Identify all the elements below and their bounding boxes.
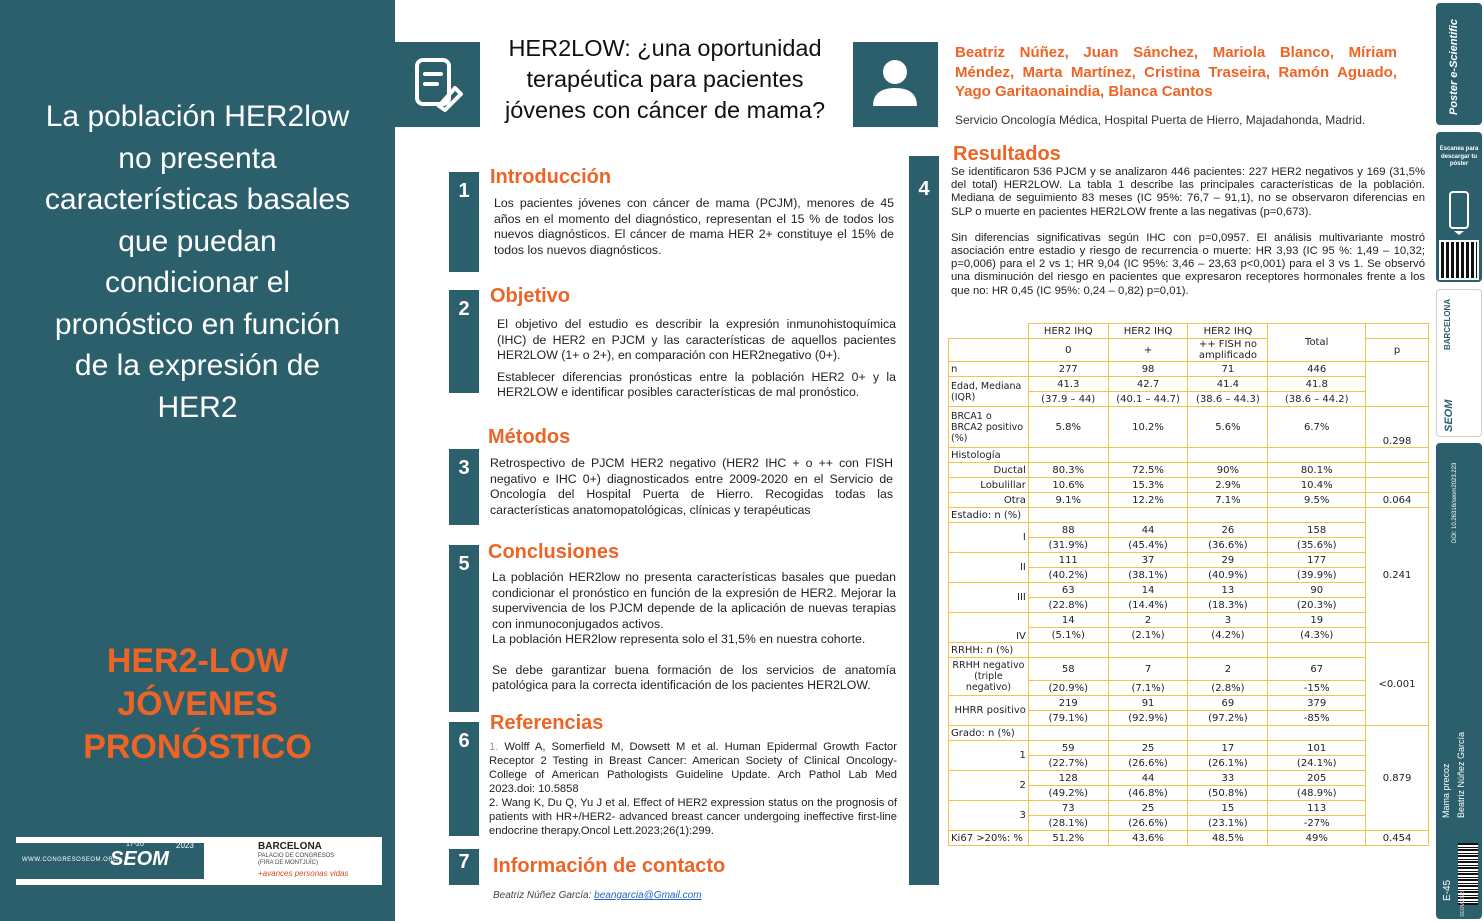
table-row xyxy=(949,831,1429,846)
table-cell: 12.2% xyxy=(1108,493,1188,508)
table-header-cell: ++ FISH no amplificado xyxy=(1188,339,1268,362)
results-table xyxy=(948,323,1429,846)
table-row-label: III xyxy=(949,583,1029,613)
authors: Beatriz Núñez, Juan Sánchez, Mariola Blanco, Míriam Méndez, Marta Martínez, Cristina Traseira, Ramón Aguado, Yago Garitaonaindia, Blanca Cantos xyxy=(955,44,1397,100)
table-cell: 9.1% xyxy=(1028,493,1108,508)
congress-tab-city: BARCELONA xyxy=(1443,298,1452,350)
table-cell: (39.9%) xyxy=(1268,568,1366,583)
table-row xyxy=(949,508,1429,523)
keyword: HER2-LOW xyxy=(106,642,289,680)
banner-venue xyxy=(258,853,358,867)
table-header-cell: HER2 IHQ xyxy=(1028,324,1108,339)
table-cell: (97.2%) xyxy=(1188,711,1268,726)
table-header-cell: 0 xyxy=(1028,339,1108,362)
table-cell: (31.9%) xyxy=(1028,538,1108,553)
doi-text: DOI: 10.26316/seom2023.223 xyxy=(1452,462,1458,543)
table-row-label: Lobulillar xyxy=(949,478,1029,493)
section-number: 1 xyxy=(449,172,479,272)
qr-code-icon[interactable] xyxy=(1439,240,1479,280)
introduccion-text: Los pacientes jóvenes con cáncer de mama (PCJM), menores de 45 años en el momento del diagnóstico, representan el 15 % de todos los nuevos diagnósticos. El cáncer de mama HER 2+ constituye el 15% de todos los nuevos diagnósticos. xyxy=(494,196,894,257)
table-cell: 91 xyxy=(1108,696,1188,711)
banner-dark-area xyxy=(16,843,204,879)
table-header-cell: Total xyxy=(1268,324,1366,362)
table-cell: (92.9%) xyxy=(1108,711,1188,726)
table-cell: 10.4% xyxy=(1268,478,1366,493)
table-cell: 33 xyxy=(1188,771,1268,786)
table-cell: 10.6% xyxy=(1028,478,1108,493)
banner-city: BARCELONA xyxy=(258,841,322,852)
table-header-cell: p xyxy=(1366,339,1429,362)
table-row xyxy=(949,643,1429,658)
author-text: Beatriz Núñez García xyxy=(1456,731,1466,818)
table-cell: 9.5% xyxy=(1268,493,1366,508)
poster-brand-tab xyxy=(1436,3,1482,125)
table-cell: 41.8 xyxy=(1268,377,1366,392)
table-cell: (22.8%) xyxy=(1028,598,1108,613)
table-cell: 80.3% xyxy=(1028,463,1108,478)
table-cell: 7 xyxy=(1108,658,1188,681)
table-cell: 72.5% xyxy=(1108,463,1188,478)
table-header-cell: HER2 IHQ xyxy=(1108,324,1188,339)
table-cell: 15.3% xyxy=(1108,478,1188,493)
table-cell: 88 xyxy=(1028,523,1108,538)
congress-tab xyxy=(1436,289,1482,437)
table-cell: 5.6% xyxy=(1188,407,1268,448)
table-cell: 44 xyxy=(1108,771,1188,786)
table-cell: (38.6 – 44.3) xyxy=(1188,392,1268,407)
poster-code: E-45 xyxy=(1442,879,1453,901)
metodos-text: Retrospectivo de PJCM HER2 negativo (HER2 IHC + o ++ con FISH negativo e IHC 0+) diagnosticados entre 2009-2020 en el Servicio de Oncología del Hospital Puerta de Hierro. Recogidas todas las características anatomopatológicas, clínicas y terapéuticas xyxy=(490,456,893,517)
table-cell: 5.8% xyxy=(1028,407,1108,448)
table-cell: 15 xyxy=(1188,801,1268,816)
table-empty-cell xyxy=(1366,324,1429,339)
table-cell: 26 xyxy=(1188,523,1268,538)
table-cell: (14.4%) xyxy=(1108,598,1188,613)
table-cell: 41.3 xyxy=(1028,377,1108,392)
table-row-label: Estadio: n (%) xyxy=(949,508,1029,523)
venue-line: (FIRA DE MONTJUÏC) xyxy=(258,860,318,866)
banner-dates: 17-20 xyxy=(126,841,144,848)
barcode-text: SEOM2023 xyxy=(1460,891,1466,917)
table-cell: 14 xyxy=(1028,613,1108,628)
table-cell: (36.6%) xyxy=(1188,538,1268,553)
section-number: 3 xyxy=(449,449,479,525)
table-cell: (20.3%) xyxy=(1268,598,1366,613)
table-cell: 2 xyxy=(1188,658,1268,681)
table-cell: 42.7 xyxy=(1108,377,1188,392)
table-cell: (7.1%) xyxy=(1108,681,1188,696)
objetivo-paragraph: El objetivo del estudio es describir la expresión inmunohistoquímica (IHC) de HER2 en PJCM y las características de aquellos pacientes HER2LOW (1+ o 2+), en comparación con HER2negativo (0+). xyxy=(497,317,896,362)
table-cell: 73 xyxy=(1028,801,1108,816)
table-cell: (26.1%) xyxy=(1188,756,1268,771)
table-row-label: BRCA1 o BRCA2 positivo (%) xyxy=(949,407,1029,448)
table-cell: 14 xyxy=(1108,583,1188,598)
table-cell: 111 xyxy=(1028,553,1108,568)
table-cell: (4.2%) xyxy=(1188,628,1268,643)
keyword: JÓVENES xyxy=(117,685,278,723)
objetivo-text xyxy=(497,317,896,407)
table-cell: -85% xyxy=(1268,711,1366,726)
banner-slogan: +avances personas vidas xyxy=(258,869,349,878)
table-cell: (24.1%) xyxy=(1268,756,1366,771)
table-cell: 128 xyxy=(1028,771,1108,786)
table-cell: 205 xyxy=(1268,771,1366,786)
poster-info-tab xyxy=(1436,443,1482,919)
banner-url: WWW.CONGRESOSEOM.ORG xyxy=(22,857,119,863)
referencias-text xyxy=(489,740,897,838)
table-cell: 25 xyxy=(1108,801,1188,816)
venue-line: PALACIO DE CONGRESOS xyxy=(258,853,335,859)
congress-tab-logo: SEOM xyxy=(1443,399,1455,432)
table-cell: (40.1 – 44.7) xyxy=(1108,392,1188,407)
brand-text: Poster e-Scientific xyxy=(1448,19,1460,115)
table-cell: (35.6%) xyxy=(1268,538,1366,553)
conclusiones-paragraph: La población HER2low representa solo el 31,5% en nuestra cohorte. xyxy=(492,632,866,646)
table-cell: -27% xyxy=(1268,816,1366,831)
table-row-label: II xyxy=(949,553,1029,583)
table-cell: 113 xyxy=(1268,801,1366,816)
table-cell: 277 xyxy=(1028,362,1108,377)
table-cell: (20.9%) xyxy=(1028,681,1108,696)
table-cell: 69 xyxy=(1188,696,1268,711)
section-title-objetivo: Objetivo xyxy=(490,285,571,307)
reference-number: 1. xyxy=(489,741,499,753)
section-title-conclusiones: Conclusiones xyxy=(488,541,620,563)
table-cell: 44 xyxy=(1108,523,1188,538)
table-row-label: 2 xyxy=(949,771,1029,801)
table-header-cell: + xyxy=(1108,339,1188,362)
resultados-paragraph: Se identificaron 536 PJCM y se analizaron 446 pacientes: 227 HER2 negativos y 169 (31,5% del total) HER2LOW. La tabla 1 describe las principales características de la población. Mediana de seguimiento 83 meses (IC 95%: 76,7 – 91,1), no se observaron diferencias en SLP o muerte en pacientes HER2LOW frente a las negativas (p=0,673). xyxy=(951,166,1425,218)
table-cell: (50.8%) xyxy=(1188,786,1268,801)
category-text: Mama precoz xyxy=(1441,763,1451,818)
table-cell: (38.6 – 44.2) xyxy=(1268,392,1366,407)
table-header-cell: HER2 IHQ xyxy=(1188,324,1268,339)
section-title-introduccion: Introducción xyxy=(490,166,612,188)
table-cell: (2.1%) xyxy=(1108,628,1188,643)
table-cell: 43.6% xyxy=(1108,831,1188,846)
table-p-cell: <0.001 xyxy=(1366,643,1429,726)
user-icon xyxy=(853,42,938,127)
table-header-row xyxy=(949,324,1429,339)
left-headline: La población HER2low no presenta características basales que puedan condicionar el pronóstico en función de la expresión de HER2 xyxy=(44,100,351,424)
contact-email-link[interactable]: beangarcia@Gmail.com xyxy=(594,890,702,901)
table-cell: -15% xyxy=(1268,681,1366,696)
table-cell: (26.6%) xyxy=(1108,756,1188,771)
table-cell: 3 xyxy=(1188,613,1268,628)
scan-tab[interactable] xyxy=(1436,132,1482,282)
section-title-contacto: Información de contacto xyxy=(493,855,726,877)
table-row-label: HHRR positivo xyxy=(949,696,1029,726)
table-row xyxy=(949,362,1429,377)
author-icon-box xyxy=(853,42,938,127)
table-row xyxy=(949,448,1429,463)
table-cell: 80.1% xyxy=(1268,463,1366,478)
table-cell: 49% xyxy=(1268,831,1366,846)
table-cell: 71 xyxy=(1188,362,1268,377)
table-empty-cell xyxy=(949,324,1029,339)
table-cell: (40.2%) xyxy=(1028,568,1108,583)
table-p-cell: 0.454 xyxy=(1366,831,1429,846)
table-row xyxy=(949,463,1429,478)
table-row-label: Ki67 >20%: % xyxy=(949,831,1029,846)
table-cell: 10.2% xyxy=(1108,407,1188,448)
table-cell: 17 xyxy=(1188,741,1268,756)
section-number: 2 xyxy=(449,290,479,393)
table-cell: 37 xyxy=(1108,553,1188,568)
table-row xyxy=(949,493,1429,508)
contact-line xyxy=(493,890,702,901)
table-row-label: n xyxy=(949,362,1029,377)
table-row-label: Grado: n (%) xyxy=(949,726,1029,741)
reference-item: 2. Wang K, Du Q, Yu J et al. Effect of HER2 expression status on the prognosis of patients with HR+/HER2- advanced breast cancer undergoing ineffective first-line endocrine therapy.Oncol Lett.2023;26(1):299. xyxy=(489,797,897,837)
section-title-referencias: Referencias xyxy=(490,712,604,734)
table-cell: 158 xyxy=(1268,523,1366,538)
affiliation: Servicio Oncología Médica, Hospital Puerta de Hierro, Majadahonda, Madrid. xyxy=(955,113,1366,127)
reference-item xyxy=(489,740,897,796)
table-row xyxy=(949,478,1429,493)
table-row-label: RRHH negativo (triple negativo) xyxy=(949,658,1029,696)
table-cell: (48.9%) xyxy=(1268,786,1366,801)
table-cell: (49.2%) xyxy=(1028,786,1108,801)
resultados-paragraph: Sin diferencias significativas según IHC con p=0,0957. El análisis multivariante mostró asociación entre estadio y riesgo de recurrencia o muerte: HR 3,93 (IC 95 %: 1,49 – 10,32; p=0,006) para el 2 vs 1; HR 9,04 (IC 95%: 3,46 – 23,63 p<0,001) para el 3 vs 1. Se observó una disminución del riesgo en pacientes que expresaron receptores hormonales frente a los que no: HR 0,45 (IC 95%: 0,24 – 0,82) p=0,01). xyxy=(951,231,1425,297)
table-row-label: 3 xyxy=(949,801,1029,831)
table-row-label: I xyxy=(949,523,1029,553)
table-row-label: RRHH: n (%) xyxy=(949,643,1029,658)
phone-icon xyxy=(1448,190,1470,236)
section-number: 6 xyxy=(449,722,479,836)
table-row-label: Edad, Mediana (IQR) xyxy=(949,377,1029,407)
table-cell: 219 xyxy=(1028,696,1108,711)
section-title-metodos: Métodos xyxy=(488,426,571,448)
seom-logo: SEOM xyxy=(110,848,169,870)
table-cell: (40.9%) xyxy=(1188,568,1268,583)
table-cell xyxy=(1366,362,1429,407)
table-cell: 98 xyxy=(1108,362,1188,377)
document-edit-icon xyxy=(395,42,480,127)
table-cell: 19 xyxy=(1268,613,1366,628)
table-cell: 41.4 xyxy=(1188,377,1268,392)
table-p-cell: 0.064 xyxy=(1366,493,1429,508)
table-cell: 6.7% xyxy=(1268,407,1366,448)
section-number: 7 xyxy=(449,849,479,885)
table-cell: (37.9 – 44) xyxy=(1028,392,1108,407)
keyword: PRONÓSTICO xyxy=(83,728,312,766)
table-cell: 2 xyxy=(1108,613,1188,628)
table-p-cell: 0.241 xyxy=(1366,508,1429,643)
table-cell: 63 xyxy=(1028,583,1108,598)
table-cell: 7.1% xyxy=(1188,493,1268,508)
table-row-label: Histología xyxy=(949,448,1029,463)
table-cell: 51.2% xyxy=(1028,831,1108,846)
table-cell: (28.1%) xyxy=(1028,816,1108,831)
table-cell: 2.9% xyxy=(1188,478,1268,493)
banner-year: 2023 xyxy=(176,841,194,850)
table-row-label: IV xyxy=(949,613,1029,643)
congress-banner xyxy=(16,837,382,885)
table-cell: (38.1%) xyxy=(1108,568,1188,583)
reference-text: Wolff A, Somerfield M, Dowsett M et al. Human Epidermal Growth Factor Receptor 2 Testing in Breast Cancer: American Society of Clinical Oncology-College of American Pathologists Guideline Update. Arch Pathol Lab Med 2023.doi: 10.5858 xyxy=(489,741,897,795)
table-row-label: 1 xyxy=(949,741,1029,771)
table-cell: 379 xyxy=(1268,696,1366,711)
table-cell: 101 xyxy=(1268,741,1366,756)
table-row-label: Otra xyxy=(949,493,1029,508)
section-number: 5 xyxy=(449,545,479,712)
table-cell: (23.1%) xyxy=(1188,816,1268,831)
scan-text: Escanea para descargar tu póster xyxy=(1439,146,1479,167)
conclusiones-text xyxy=(492,570,896,694)
table-cell: (18.3%) xyxy=(1188,598,1268,613)
table-cell: (79.1%) xyxy=(1028,711,1108,726)
section-title-resultados: Resultados xyxy=(953,143,1061,165)
table-cell: (46.8%) xyxy=(1108,786,1188,801)
table-cell: (26.6%) xyxy=(1108,816,1188,831)
table-p-cell: 0.298 xyxy=(1366,407,1429,448)
conclusiones-paragraph: La población HER2low no presenta características basales que puedan condicionar el pronóstico en función de la expresión de HER2. Mejorar la supervivencia de los PJCM depende de la aplicación de nuevas terapias con inmunoconjugados activos. xyxy=(492,570,896,631)
conclusiones-paragraph: Se debe garantizar buena formación de los servicios de anatomía patológica para la correcta identificación de los pacientes HER2LOW. xyxy=(492,662,896,692)
table-cell: 59 xyxy=(1028,741,1108,756)
keywords xyxy=(40,640,355,769)
table-cell: (45.4%) xyxy=(1108,538,1188,553)
table-cell: (2.8%) xyxy=(1188,681,1268,696)
table-row xyxy=(949,726,1429,741)
poster-title: HER2LOW: ¿una oportunidad terapéutica para pacientes jóvenes con cáncer de mama? xyxy=(504,35,826,123)
table-cell: 13 xyxy=(1188,583,1268,598)
table-cell: (5.1%) xyxy=(1028,628,1108,643)
table-cell: 29 xyxy=(1188,553,1268,568)
section-number: 4 xyxy=(909,156,939,885)
table-p-cell: 0.879 xyxy=(1366,726,1429,831)
title-icon-box xyxy=(395,42,480,127)
table-cell: 67 xyxy=(1268,658,1366,681)
contact-name: Beatriz Núñez García: xyxy=(493,890,592,901)
table-cell: 177 xyxy=(1268,553,1366,568)
table-row xyxy=(949,407,1429,448)
table-cell: 90% xyxy=(1188,463,1268,478)
table-cell: (4.3%) xyxy=(1268,628,1366,643)
resultados-text xyxy=(951,166,1425,298)
table-cell: 48.5% xyxy=(1188,831,1268,846)
table-row xyxy=(949,377,1429,392)
objetivo-paragraph: Establecer diferencias pronósticas entre la población HER2 0+ y la HER2LOW e identificar posibles características de mal pronóstico. xyxy=(497,369,896,399)
table-cell: 58 xyxy=(1028,658,1108,681)
table-cell: (22.7%) xyxy=(1028,756,1108,771)
table-cell: 90 xyxy=(1268,583,1366,598)
table-cell: 25 xyxy=(1108,741,1188,756)
table-row-label: Ductal xyxy=(949,463,1029,478)
table-cell: 446 xyxy=(1268,362,1366,377)
table-empty-cell xyxy=(949,339,1029,362)
